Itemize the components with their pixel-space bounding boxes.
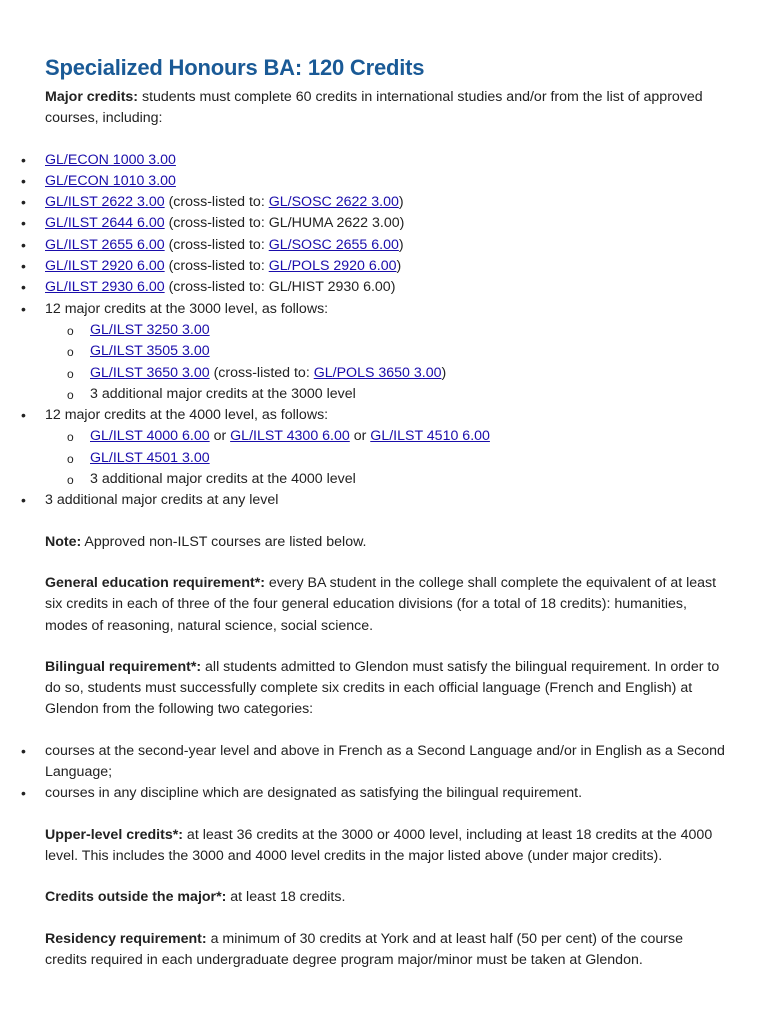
residency-paragraph — [45, 929, 728, 972]
bilingual-list — [21, 741, 728, 805]
outside-major-text: at least 18 credits. — [226, 889, 346, 906]
list-item — [21, 213, 728, 234]
list-item — [21, 171, 728, 192]
course-link-ilst-2920[interactable]: GL/ILST 2920 6.00 — [45, 258, 165, 275]
sub-list-item — [67, 341, 728, 362]
circle-bullet-icon: o — [67, 366, 74, 381]
level-4000-text: 12 major credits at the 4000 level, as follows: — [45, 407, 329, 424]
note-text: Approved non-ILST courses are listed below. — [81, 533, 367, 550]
page-title: Specialized Honours BA: 120 Credits — [45, 55, 425, 80]
bullet-icon: • — [21, 279, 26, 296]
list-item — [21, 192, 728, 213]
list-item — [21, 256, 728, 277]
course-link-sosc-2622[interactable]: GL/SOSC 2622 3.00 — [268, 194, 399, 211]
course-link-ilst-2930[interactable]: GL/ILST 2930 6.00 — [45, 279, 165, 296]
list-item — [21, 277, 728, 298]
course-link-sosc-2655[interactable]: GL/SOSC 2655 6.00 — [268, 236, 399, 253]
list-item — [21, 299, 728, 405]
bullet-icon: • — [21, 236, 26, 253]
circle-bullet-icon: o — [67, 323, 74, 338]
general-education-paragraph — [45, 573, 728, 637]
or-text: or — [349, 428, 371, 445]
list-item — [21, 150, 728, 171]
list-item — [21, 783, 728, 804]
cross-list-text: (cross-listed to: — [164, 194, 269, 211]
upper-level-text: at least 36 credits at the 3000 or 4000 level, including at least 18 credits at the 4000 level. This includes the 3000 and 4000 level credits in the major listed above (under major credits). — [45, 826, 713, 864]
or-text: or — [209, 428, 231, 445]
course-link-econ-1010[interactable]: GL/ECON 1010 3.00 — [45, 172, 176, 189]
bilingual-label: Bilingual requirement*: — [45, 658, 202, 675]
sub-list-4000 — [67, 426, 728, 490]
sub-list-item — [67, 448, 728, 469]
additional-4000-text: 3 additional major credits at the 4000 level — [90, 471, 356, 488]
cross-list-text: (cross-listed to: — [164, 258, 269, 275]
upper-level-label: Upper-level credits*: — [45, 826, 183, 843]
cross-list-close: ) — [441, 364, 447, 381]
bullet-icon: • — [21, 194, 26, 211]
sub-list-item — [67, 384, 728, 405]
sub-list-3000 — [67, 320, 728, 405]
major-credits-text: students must complete 60 credits in international studies and/or from the list of approved courses, including: — [45, 89, 703, 127]
cross-list-close: ) — [396, 258, 402, 275]
bullet-icon: • — [21, 300, 26, 317]
additional-any-level-text: 3 additional major credits at any level — [45, 492, 279, 509]
cross-list-text: (cross-listed to: GL/HIST 2930 6.00) — [164, 279, 396, 296]
residency-text: a minimum of 30 credits at York and at least half (50 per cent) of the course credits required in each undergraduate degree program major/minor must be taken at Glendon. — [45, 930, 683, 968]
note-label: Note: — [45, 533, 82, 550]
level-3000-text: 12 major credits at the 3000 level, as follows: — [45, 300, 329, 317]
residency-label: Residency requirement: — [45, 930, 207, 947]
upper-level-paragraph — [45, 825, 728, 868]
cross-list-text: (cross-listed to: — [164, 236, 269, 253]
circle-bullet-icon: o — [67, 473, 74, 488]
bullet-icon: • — [21, 151, 26, 168]
bullet-icon: • — [21, 742, 26, 759]
general-education-text: every BA student in the college shall complete the equivalent of at least six credits in each of three of the four general education divisions (for a total of 18 credits): humanities, modes of reasoning, natural science, social science. — [45, 574, 717, 634]
course-link-ilst-4510[interactable]: GL/ILST 4510 6.00 — [370, 428, 490, 445]
course-list — [21, 150, 728, 512]
major-credits-paragraph — [45, 87, 728, 130]
general-education-label: General education requirement*: — [45, 574, 265, 591]
bullet-icon: • — [21, 215, 26, 232]
sub-list-item — [67, 363, 728, 384]
circle-bullet-icon: o — [67, 430, 74, 445]
bilingual-paragraph — [45, 657, 728, 721]
outside-major-paragraph — [45, 887, 728, 908]
sub-list-item — [67, 320, 728, 341]
cross-list-text: (cross-listed to: GL/HUMA 2622 3.00) — [164, 215, 405, 232]
bilingual-text: all students admitted to Glendon must satisfy the bilingual requirement. In order to do so, students must successfully complete six credits in each official language (French and English) at Glendon from the following two categories: — [45, 658, 720, 718]
course-link-ilst-2655[interactable]: GL/ILST 2655 6.00 — [45, 236, 165, 253]
list-item — [21, 405, 728, 490]
bullet-icon: • — [21, 172, 26, 189]
course-link-econ-1000[interactable]: GL/ECON 1000 3.00 — [45, 151, 176, 168]
circle-bullet-icon: o — [67, 387, 74, 402]
course-link-ilst-4501[interactable]: GL/ILST 4501 3.00 — [90, 449, 210, 466]
sub-list-item — [67, 426, 728, 447]
bilingual-item-text: courses at the second-year level and above in French as a Second Language and/or in English as a Second Language; — [45, 742, 725, 781]
additional-3000-text: 3 additional major credits at the 3000 level — [90, 385, 356, 402]
list-item — [21, 741, 728, 784]
bullet-icon: • — [21, 258, 26, 275]
bullet-icon: • — [21, 407, 26, 424]
major-credits-label: Major credits: — [45, 89, 139, 105]
cross-list-close: ) — [398, 194, 404, 211]
course-link-ilst-2622[interactable]: GL/ILST 2622 3.00 — [45, 194, 165, 211]
course-link-ilst-2644[interactable]: GL/ILST 2644 6.00 — [45, 215, 165, 232]
course-link-pols-3650[interactable]: GL/POLS 3650 3.00 — [313, 364, 442, 381]
bullet-icon: • — [21, 785, 26, 802]
course-link-ilst-3505[interactable]: GL/ILST 3505 3.00 — [90, 343, 210, 360]
list-item — [21, 235, 728, 256]
outside-major-label: Credits outside the major*: — [45, 889, 227, 906]
note-paragraph — [45, 532, 728, 553]
course-link-pols-2920[interactable]: GL/POLS 2920 6.00 — [268, 258, 397, 275]
sub-list-item — [67, 469, 728, 490]
bilingual-item-text: courses in any discipline which are designated as satisfying the bilingual requirement. — [45, 785, 583, 802]
circle-bullet-icon: o — [67, 451, 74, 466]
circle-bullet-icon: o — [67, 345, 74, 360]
cross-list-close: ) — [398, 236, 404, 253]
cross-list-text: (cross-listed to: — [209, 364, 314, 381]
list-item — [21, 490, 728, 511]
bullet-icon: • — [21, 492, 26, 509]
course-link-ilst-3650[interactable]: GL/ILST 3650 3.00 — [90, 364, 210, 381]
course-link-ilst-4300[interactable]: GL/ILST 4300 6.00 — [230, 428, 350, 445]
course-link-ilst-3250[interactable]: GL/ILST 3250 3.00 — [90, 321, 210, 338]
course-link-ilst-4000[interactable]: GL/ILST 4000 6.00 — [90, 428, 210, 445]
